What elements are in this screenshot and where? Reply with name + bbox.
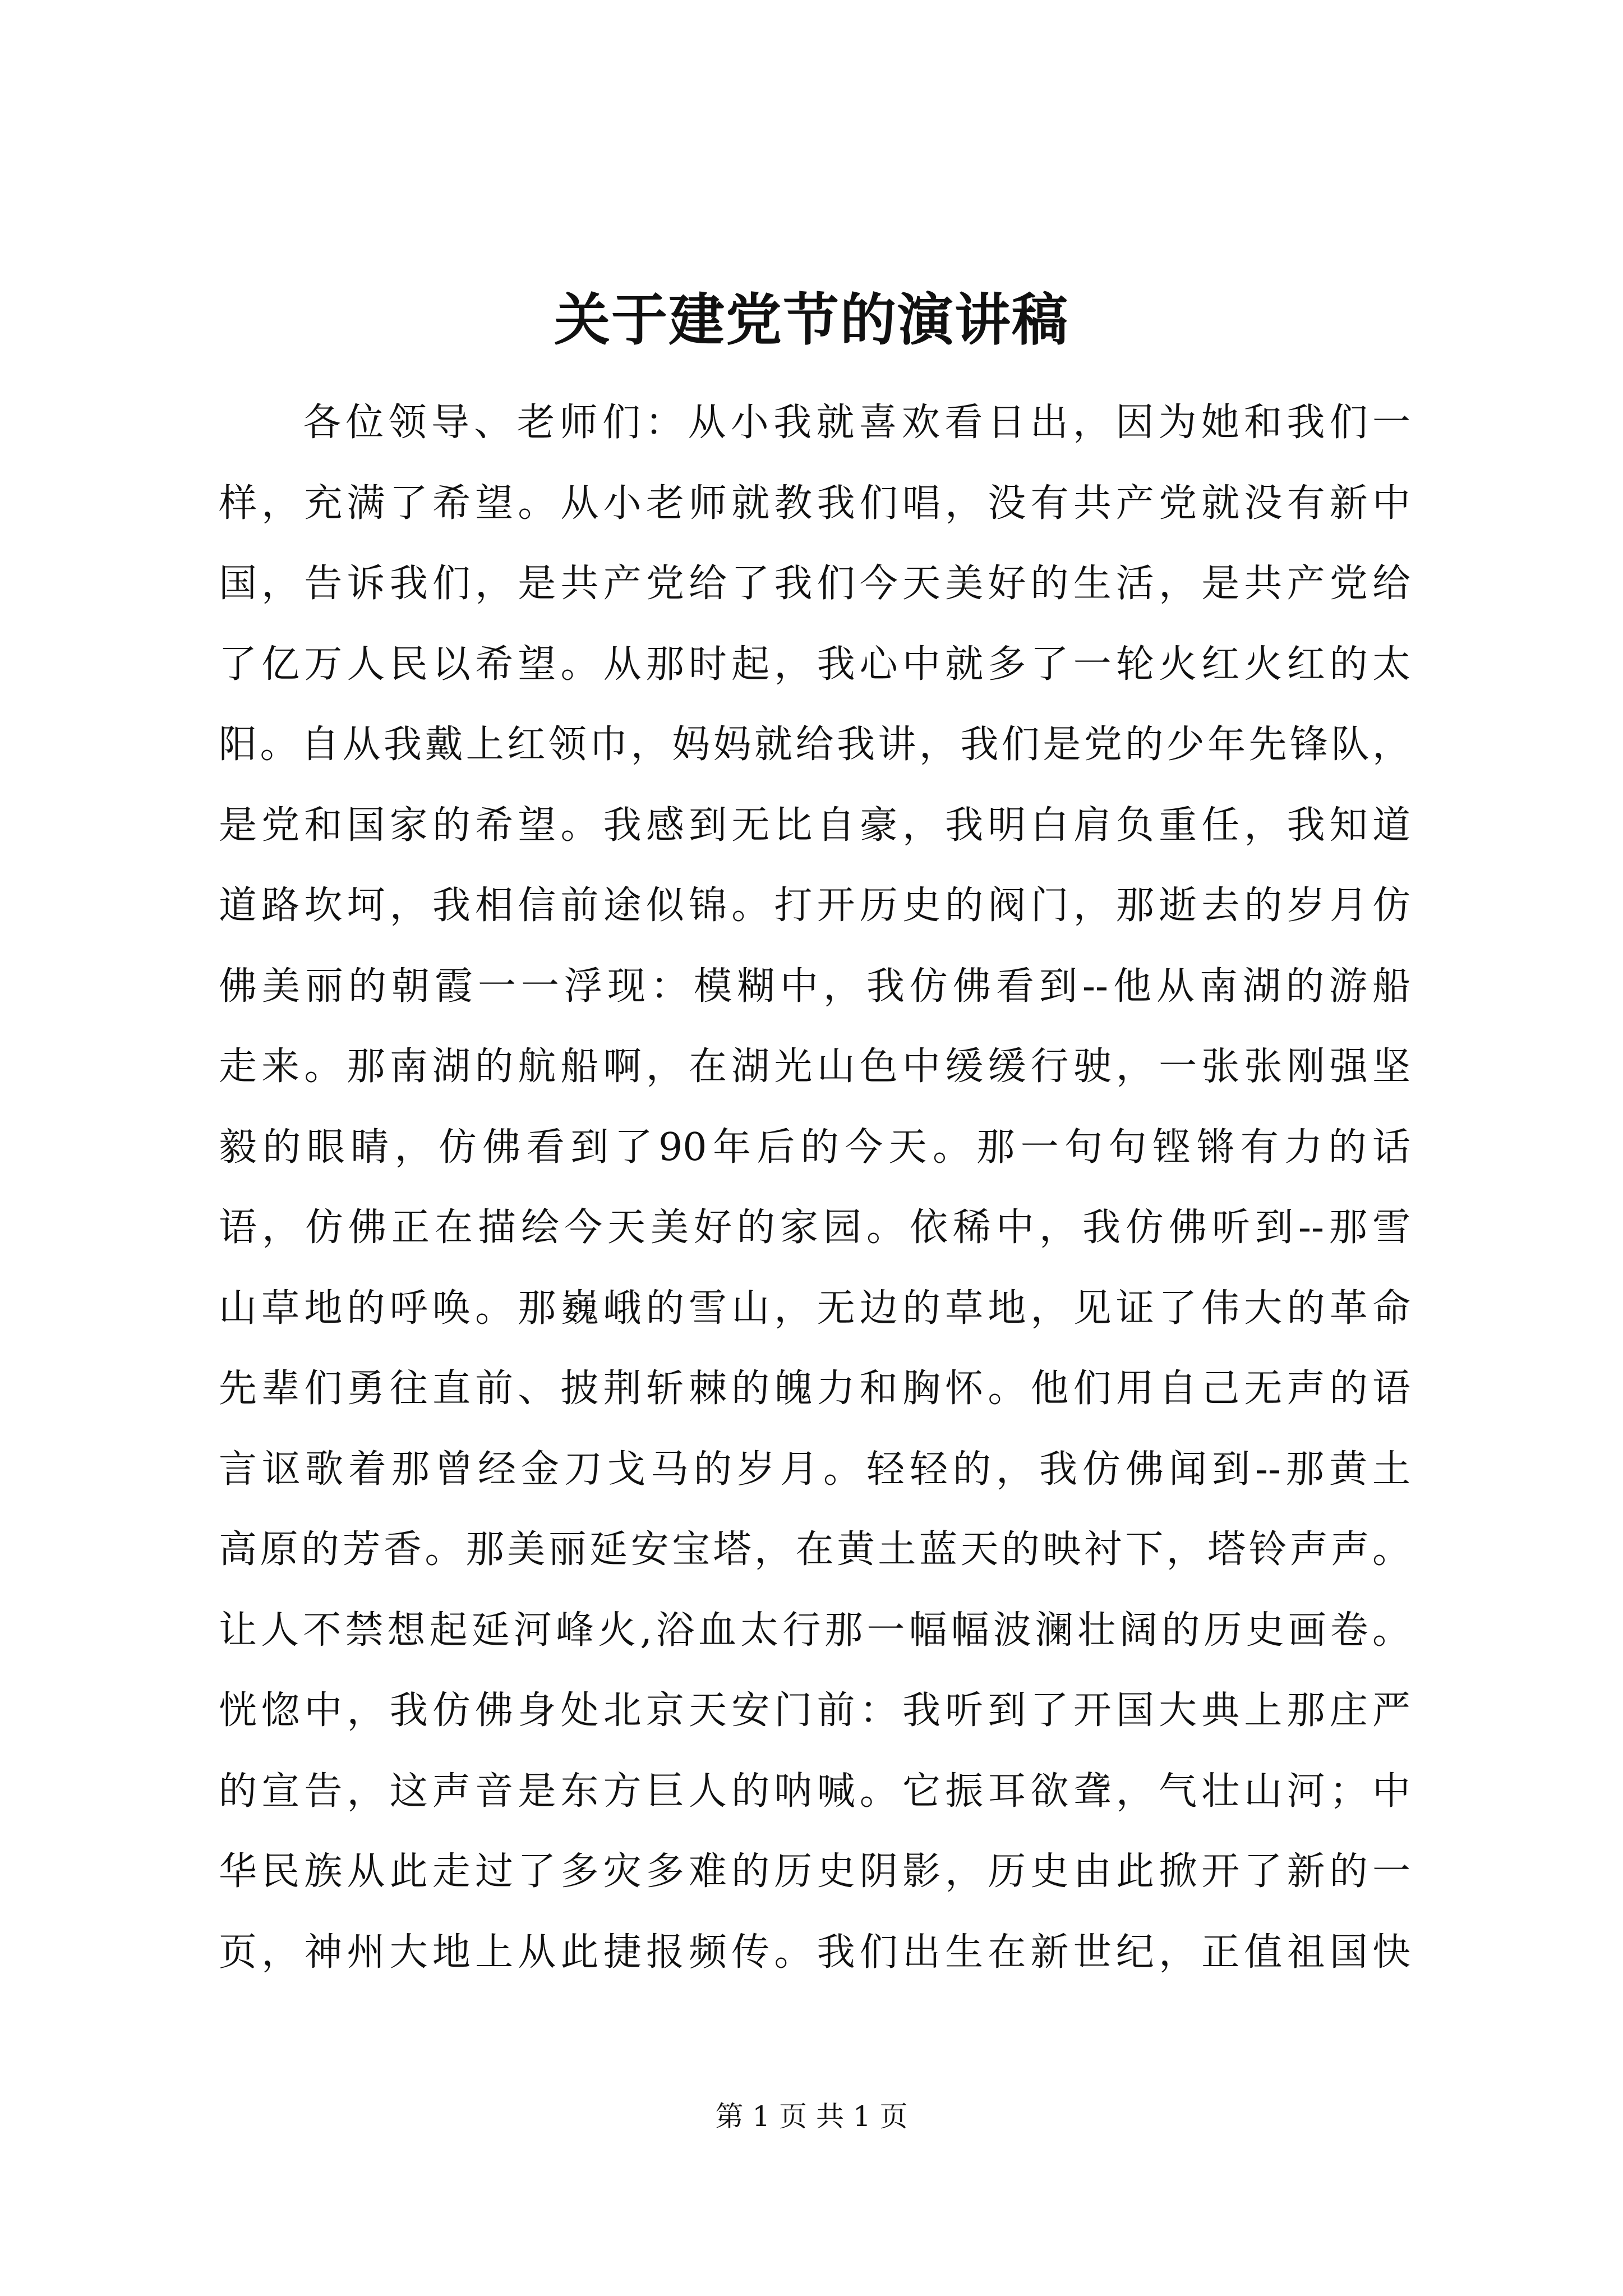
text-line: 毅的眼睛，仿佛看到了90年后的今天。那一句句铿锵有力的话	[219, 1125, 1410, 1170]
text-line: 页，神州大地上从此捷报频传。我们出生在新世纪，正值祖国快	[219, 1930, 1410, 1975]
text-line: 山草地的呼唤。那巍峨的雪山，无边的草地，见证了伟大的革命	[219, 1286, 1410, 1331]
text-line: 恍惚中，我仿佛身处北京天安门前：我听到了开国大典上那庄严	[219, 1688, 1410, 1733]
text-line: 言讴歌着那曾经金刀戈马的岁月。轻轻的，我仿佛闻到--那黄土	[219, 1447, 1410, 1492]
text-line: 华民族从此走过了多灾多难的历史阴影，历史由此掀开了新的一	[219, 1849, 1410, 1894]
page-footer: 第 1 页 共 1 页	[715, 2100, 908, 2133]
text-line: 让人不禁想起延河峰火,浴血太行那一幅幅波澜壮阔的历史画卷。	[219, 1608, 1410, 1653]
text-line: 了亿万人民以希望。从那时起，我心中就多了一轮火红火红的太	[219, 642, 1410, 687]
text-line: 道路坎坷，我相信前途似锦。打开历史的阀门，那逝去的岁月仿	[219, 884, 1410, 928]
document-title: 关于建党节的演讲稿	[554, 287, 1069, 353]
text-line: 语，仿佛正在描绘今天美好的家园。依稀中，我仿佛听到--那雪	[219, 1205, 1410, 1250]
text-line: 的宣告，这声音是东方巨人的呐喊。它振耳欲聋，气壮山河；中	[219, 1769, 1410, 1814]
speech-body	[219, 383, 1410, 1993]
text-line: 样，充满了希望。从小老师就教我们唱，没有共产党就没有新中	[219, 481, 1410, 526]
text-line: 先辈们勇往直前、披荆斩棘的魄力和胸怀。他们用自己无声的语	[219, 1366, 1410, 1411]
text-line: 走来。那南湖的航船啊，在湖光山色中缓缓行驶，一张张刚强坚	[219, 1045, 1410, 1089]
text-line: 佛美丽的朝霞一一浮现：模糊中，我仿佛看到--他从南湖的游船	[219, 964, 1410, 1009]
text-line: 高原的芳香。那美丽延安宝塔，在黄土蓝天的映衬下，塔铃声声。	[219, 1527, 1410, 1572]
text-line: 阳。自从我戴上红领巾，妈妈就给我讲，我们是党的少年先锋队，	[219, 723, 1410, 767]
text-line: 是党和国家的希望。我感到无比自豪，我明白肩负重任，我知道	[219, 803, 1410, 848]
text-line: 国，告诉我们，是共产党给了我们今天美好的生活，是共产党给	[219, 562, 1410, 606]
text-line: 各位领导、老师们：从小我就喜欢看日出，因为她和我们一	[303, 401, 1410, 445]
